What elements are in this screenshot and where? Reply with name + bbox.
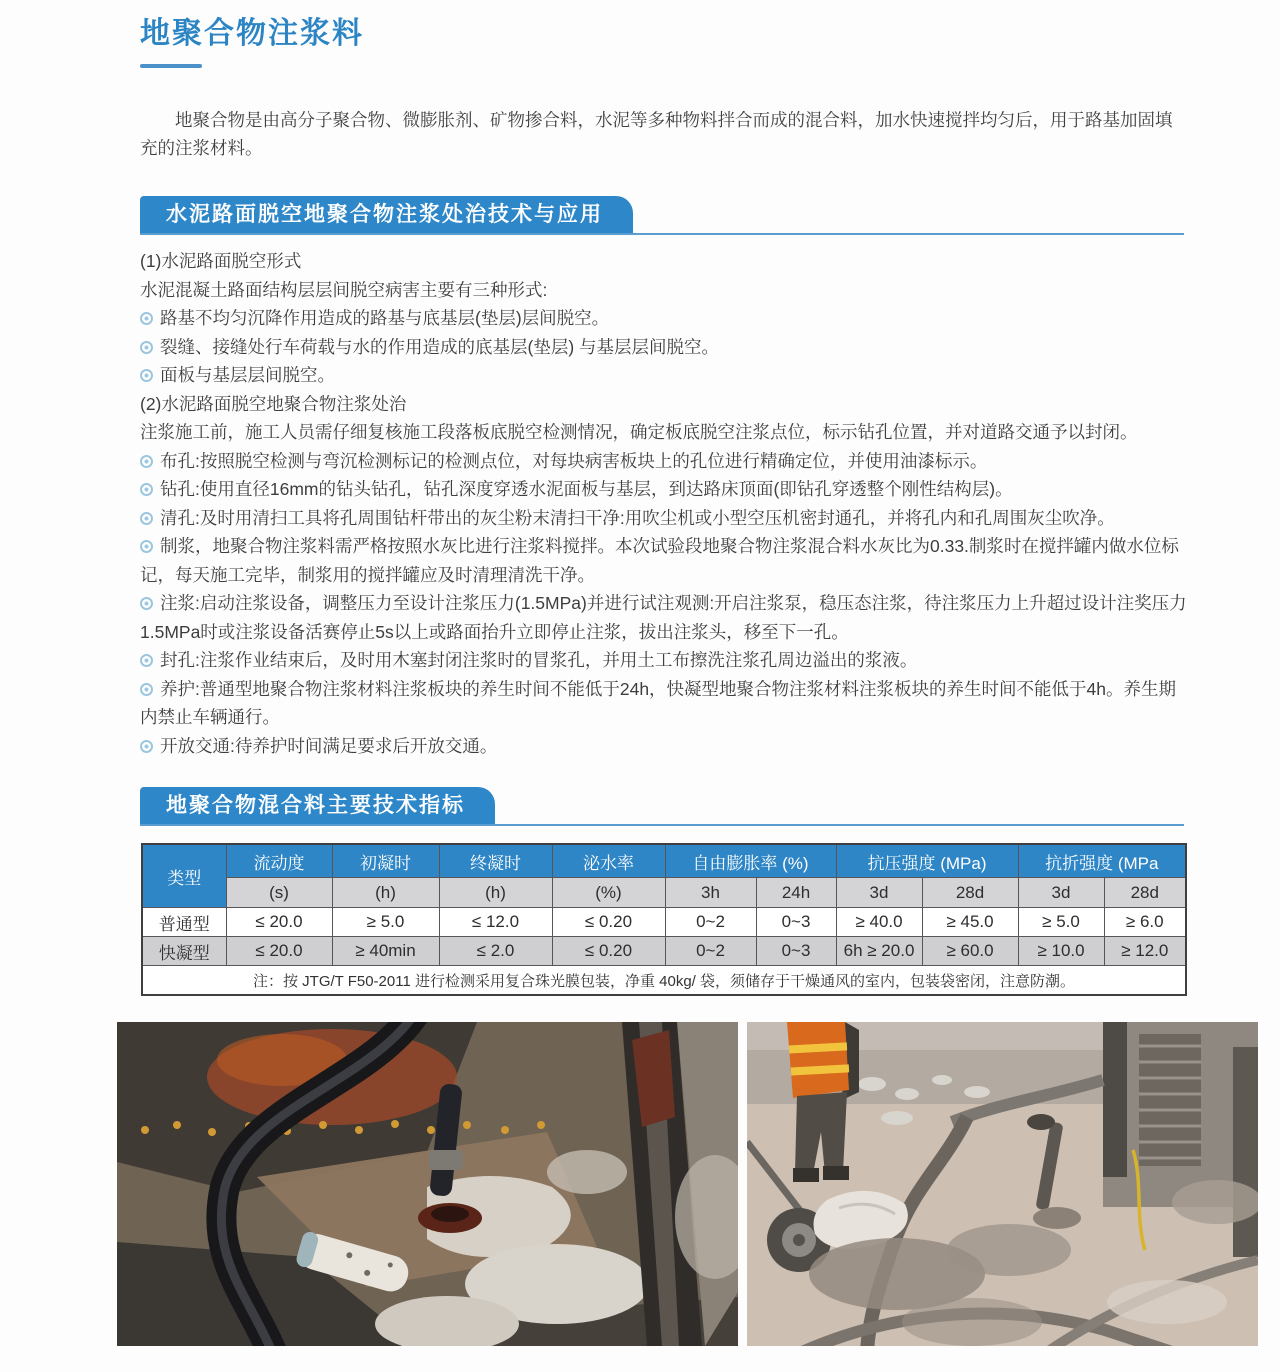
table-cell: ≤ 0.20	[552, 937, 665, 966]
table-header-cell: 泌水率	[552, 844, 665, 878]
section-application-heading: 水泥路面脱空地聚合物注浆处治技术与应用	[140, 196, 633, 233]
photo-grouting-hose-in-pavement	[117, 1022, 738, 1346]
table-cell: ≥ 6.0	[1104, 908, 1186, 937]
table-cell: ≥ 60.0	[922, 937, 1018, 966]
table-cell: ≥ 40min	[332, 937, 439, 966]
table-header-cell: 自由膨胀率 (%)	[665, 844, 836, 878]
table-note-row	[142, 966, 1186, 996]
row-label: 普通型	[142, 908, 226, 937]
table-cell: 0~3	[756, 908, 836, 937]
table-cell: ≥ 12.0	[1104, 937, 1186, 966]
table-cell: 0~2	[665, 937, 756, 966]
table-subheader-cell: (%)	[552, 878, 665, 908]
ring-bullet-icon	[140, 597, 153, 610]
bullet-line: 面板与基层层间脱空。	[140, 361, 1192, 390]
section-application-body	[140, 247, 1192, 760]
text-line: 水泥混凝土路面结构层层间脱空病害主要有三种形式:	[140, 279, 548, 300]
ring-bullet-icon	[140, 455, 153, 468]
table-header-cell: 抗压强度 (MPa)	[836, 844, 1018, 878]
ring-bullet-icon	[140, 369, 153, 382]
ring-bullet-icon	[140, 654, 153, 667]
row-label: 快凝型	[142, 937, 226, 966]
table-cell: ≤ 2.0	[439, 937, 552, 966]
section-specs-heading: 地聚合物混合料主要技术指标	[140, 787, 495, 824]
table-header-cell: 抗折强度 (MPa	[1018, 844, 1186, 878]
ring-bullet-icon	[140, 740, 153, 753]
bullet-line: 裂缝、接缝处行车荷载与水的作用造成的底基层(垫层) 与基层层间脱空。	[140, 333, 1192, 362]
title-underline-dash	[140, 64, 202, 68]
table-cell: ≥ 5.0	[332, 908, 439, 937]
bullet-line: 封孔:注浆作业结束后，及时用木塞封闭注浆时的冒浆孔，并用土工布擦洗注浆孔周边溢出的浆液。	[140, 646, 1192, 675]
table-note: 注：按 JTG/T F50-2011 进行检测采用复合珠光膜包装，净重 40kg/ 袋，须储存于干燥通风的室内，包装袋密闭，注意防潮。	[142, 966, 1186, 996]
table-cell: ≥ 10.0	[1018, 937, 1104, 966]
bullet-line: 清孔:及时用清扫工具将孔周围钻杆带出的灰尘粉末清扫干净:用吹尘机或小型空压机密封通孔，并将孔内和孔周围灰尘吹净。	[140, 504, 1192, 533]
photo-strip	[117, 1022, 1258, 1346]
table-subheader-cell: (h)	[332, 878, 439, 908]
table-subheader-cell: 24h	[756, 878, 836, 908]
table-cell: ≤ 0.20	[552, 908, 665, 937]
text-line: (1)水泥路面脱空形式	[140, 251, 302, 271]
table-cell: 0~2	[665, 908, 756, 937]
bullet-line: 制浆，地聚合物注浆料需严格按照水灰比进行注浆料搅拌。本次试验段地聚合物注浆混合料水灰比为0.33.制浆时在搅拌罐内做水位标记，每天施工完毕，制浆用的搅拌罐应及时清理清洗干净。	[140, 536, 1179, 585]
bullet-line: 注浆:启动注浆设备，调整压力至设计注浆压力(1.5MPa)并进行试注观测:开启注浆泵，稳压态注浆，待注浆压力上升超过设计注奖压力1.5MPa时或注浆设备活赛停止5s以上或路面抬升立即停止注浆，拔出注浆头，移至下一孔。	[140, 593, 1187, 642]
table-header-cell: 流动度	[226, 844, 332, 878]
page-title: 地聚合物注浆料	[140, 17, 364, 50]
table-cell: ≥ 5.0	[1018, 908, 1104, 937]
ring-bullet-icon	[140, 540, 153, 553]
table-header-cell: 初凝时	[332, 844, 439, 878]
ring-bullet-icon	[140, 512, 153, 525]
table-corner-cell: 类型	[142, 844, 226, 908]
table-subheader-cell: (s)	[226, 878, 332, 908]
table-subheader-cell: 3h	[665, 878, 756, 908]
spec-table	[141, 843, 1187, 996]
table-cell: ≥ 45.0	[922, 908, 1018, 937]
table-cell: ≥ 40.0	[836, 908, 922, 937]
table-cell: 0~3	[756, 937, 836, 966]
table-cell: ≤ 20.0	[226, 937, 332, 966]
table-row	[142, 937, 1186, 966]
intro-paragraph: 地聚合物是由高分子聚合物、微膨胀剂、矿物掺合料，水泥等多种物料拌合而成的混合料，加水快速搅拌均匀后，用于路基加固填充的注浆材料。	[140, 110, 1173, 158]
ring-bullet-icon	[140, 683, 153, 696]
table-header-cell: 终凝时	[439, 844, 552, 878]
table-subheader-cell: (h)	[439, 878, 552, 908]
table-subheader-cell: 3d	[836, 878, 922, 908]
table-cell: 6h ≥ 20.0	[836, 937, 922, 966]
section-application-banner-row	[140, 196, 1184, 235]
bullet-line: 钻孔:使用直径16mm的钻头钻孔，钻孔深度穿透水泥面板与基层，到达路床顶面(即钻孔穿透整个刚性结构层)。	[140, 475, 1192, 504]
bullet-line: 路基不均匀沉降作用造成的路基与底基层(垫层)层间脱空。	[140, 304, 1192, 333]
table-cell: ≤ 12.0	[439, 908, 552, 937]
ring-bullet-icon	[140, 312, 153, 325]
table-cell: ≤ 20.0	[226, 908, 332, 937]
ring-bullet-icon	[140, 341, 153, 354]
bullet-line: 养护:普通型地聚合物注浆材料注浆板块的养生时间不能低于24h，快凝型地聚合物注浆材料注浆板块的养生时间不能低于4h。养生期内禁止车辆通行。	[140, 678, 1177, 727]
table-subheader-cell: 28d	[922, 878, 1018, 908]
ring-bullet-icon	[140, 483, 153, 496]
photo-grouting-worksite	[747, 1022, 1258, 1346]
bullet-line: 布孔:按照脱空检测与弯沉检测标记的检测点位，对每块病害板块上的孔位进行精确定位，并使用油漆标示。	[140, 447, 1192, 476]
table-subheader-cell: 28d	[1104, 878, 1186, 908]
table-header-row-2	[142, 878, 1186, 908]
table-row	[142, 908, 1186, 937]
text-line: 注浆施工前，施工人员需仔细复核施工段落板底脱空检测情况，确定板底脱空注浆点位，标示钻孔位置，并对道路交通予以封闭。	[140, 422, 1138, 442]
section-specs-banner-row	[140, 787, 1184, 826]
bullet-line: 开放交通:待养护时间满足要求后开放交通。	[140, 732, 1192, 761]
table-header-row-1	[142, 844, 1186, 878]
text-line: (2)水泥路面脱空地聚合物注浆处治	[140, 393, 407, 414]
table-subheader-cell: 3d	[1018, 878, 1104, 908]
